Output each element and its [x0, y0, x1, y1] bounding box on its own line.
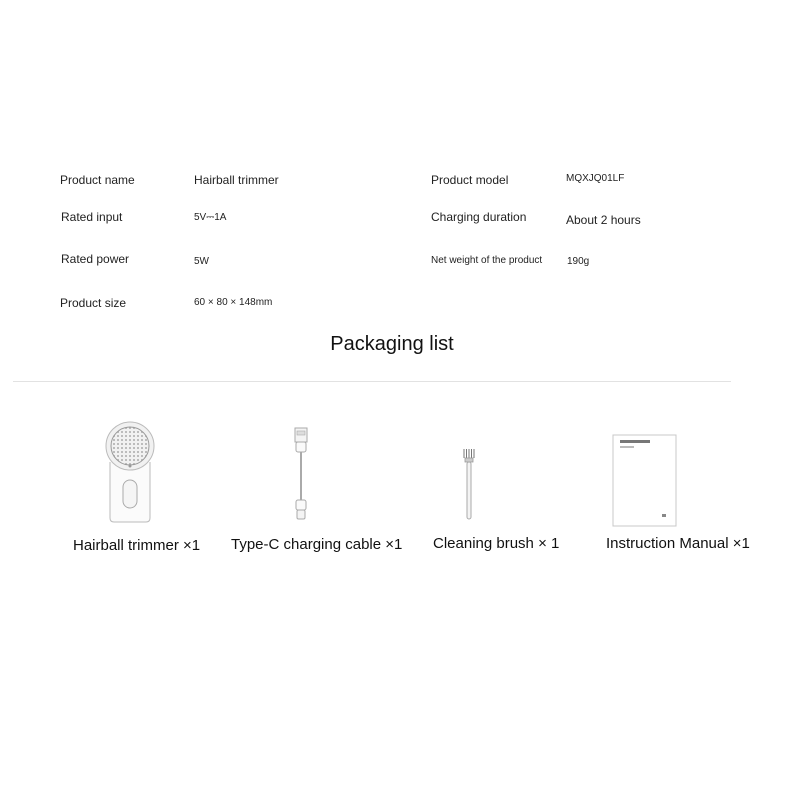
manual-icon	[612, 434, 678, 528]
spec-value-charging-duration: About 2 hours	[566, 213, 641, 227]
spec-value-rated-input: 5V⎓1A	[194, 212, 227, 223]
spec-value-rated-power: 5W	[194, 256, 209, 267]
lint-trimmer-icon	[100, 418, 160, 524]
packaging-item-trimmer-label: Hairball trimmer ×1	[73, 537, 201, 554]
spec-label-product-size: Product size	[60, 296, 127, 310]
cleaning-brush-icon	[459, 448, 479, 522]
packaging-item-manual-label: Instruction Manual ×1	[606, 535, 750, 552]
spec-label-product-model: Product model	[431, 173, 509, 187]
spec-label-product-name: Product name	[60, 173, 135, 187]
spec-value-product-name: Hairball trimmer	[194, 173, 279, 187]
packaging-item-cable-label: Type-C charging cable ×1	[231, 536, 403, 553]
packaging-item-brush-label: Cleaning brush × 1	[433, 535, 560, 552]
spec-label-charging-duration: Charging duration	[431, 210, 527, 224]
packaging-list-title: Packaging list	[330, 333, 454, 355]
spec-label-rated-input: Rated input	[61, 210, 123, 224]
spec-label-net-weight: Net weight of the product	[431, 255, 543, 266]
spec-value-product-size: 60 × 80 × 148mm	[194, 297, 273, 308]
section-divider	[13, 381, 731, 382]
usb-cable-icon	[286, 426, 316, 524]
spec-label-rated-power: Rated power	[61, 252, 130, 266]
spec-value-net-weight: 190g	[567, 256, 590, 267]
spec-value-product-model: MQXJQ01LF	[566, 173, 625, 184]
